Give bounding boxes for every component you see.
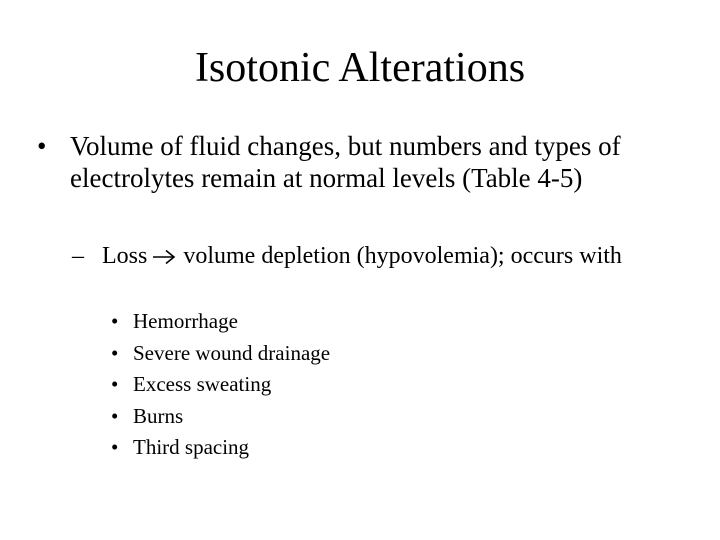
loss-label: Loss — [102, 243, 148, 269]
bullet-level-1 — [37, 130, 677, 194]
list-item-text: Hemorrhage — [133, 309, 238, 333]
dash-marker: – — [72, 243, 84, 269]
bullet-level-2 — [72, 241, 672, 273]
right-arrow-icon — [151, 243, 177, 273]
sub-bullet-item — [72, 241, 672, 273]
list-item — [111, 401, 671, 433]
list-item — [111, 306, 671, 338]
bullet-marker: • — [111, 435, 119, 459]
slide-title: Isotonic Alterations — [194, 45, 526, 91]
list-item — [111, 369, 671, 401]
bullet-item — [37, 130, 677, 194]
list-item-text: Excess sweating — [133, 372, 272, 396]
bullet-marker: • — [37, 131, 47, 161]
causes-list — [111, 306, 671, 464]
bullet-marker: • — [111, 340, 119, 365]
bullet-text: Volume of fluid changes, but numbers and types of electrolytes remain at normal levels (Table 4-5) — [70, 131, 621, 193]
list-item — [111, 432, 671, 464]
bullet-marker: • — [111, 309, 119, 333]
list-item-text: Burns — [133, 403, 184, 428]
bullet-marker: • — [111, 403, 119, 428]
bullet-marker: • — [111, 372, 119, 396]
list-item-text: Severe wound drainage — [133, 340, 331, 365]
sub-bullet-text — [102, 241, 672, 273]
depletion-text: volume depletion (hypovolemia); occurs with — [183, 243, 622, 269]
list-item — [111, 338, 671, 370]
list-item-text: Third spacing — [133, 435, 250, 459]
